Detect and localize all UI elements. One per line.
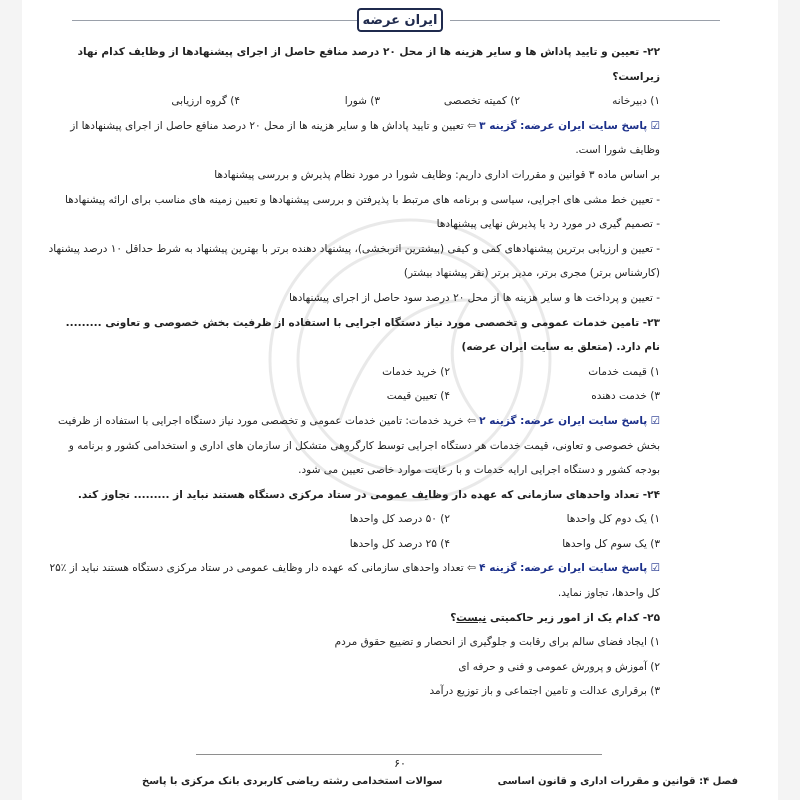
option: ۲) خرید خدمات bbox=[382, 365, 450, 378]
option: ۳) شورا bbox=[344, 95, 380, 108]
question-22: ۲۲- تعیین و تایید پاداش ها و سایر هزینه ها از محل ۲۰ درصد منافع حاصل از اجرای پیشنهادها از وظایف کدام نهاد زیراست؟ bbox=[77, 46, 660, 83]
brand-logo: ایران عرضه bbox=[357, 8, 443, 32]
answer-label: پاسخ سایت ایران عرضه: گزینه ۲ bbox=[479, 414, 648, 427]
check-box-icon: ☑ bbox=[650, 562, 660, 575]
option: ۴) گروه ارزیابی bbox=[171, 95, 240, 108]
answer-text: تعیین و تایید پاداش ها و سایر هزینه ها از محل ۲۰ درصد منافع حاصل از اجرای پیشنهادها از وظایف شورا است. bbox=[70, 119, 660, 157]
arrow-left-icon: ⇦ bbox=[466, 562, 476, 575]
explanation-line: - تعیین و ارزیابی برترین پیشنهادهای کمی و کیفی (بیشترین اثربخشی)، پیشنهاد دهنده برتر با بهترین پیشنهاد به شرط حداقل ۱۰ درصد پیشنهاد (کارشناس برتر) مجری برتر، مدیر برتر (نفر پیشنهاد بیشتر) bbox=[48, 242, 660, 280]
explanation-line: - تعیین خط مشی های اجرایی، سیاسی و برنامه های مرتبط با پذیرفتن و بررسی پیشنهادها و تعیین زمینه های مناسب برای ارائه پیشنهادها bbox=[65, 193, 660, 206]
option: ۴) تعیین قیمت bbox=[386, 390, 450, 403]
document-body bbox=[48, 40, 660, 704]
options-24-a bbox=[48, 507, 660, 532]
question-25 bbox=[48, 606, 660, 631]
page-number: ۶۰ bbox=[394, 757, 406, 770]
options-23-b bbox=[48, 384, 660, 409]
question-text: ۲۵- کدام یک از امور زیر حاکمیتی bbox=[489, 611, 660, 624]
explanation-line: - تصمیم گیری در مورد رد یا پذیرش نهایی پیشنهادها bbox=[436, 218, 660, 231]
question-23: ۲۳- تامین خدمات عمومی و تخصصی مورد نیاز دستگاه اجرایی با استفاده از ظرفیت بخش خصوصی و تعاونی ......... نام دارد. (متعلق به سایت ایران عرضه) bbox=[65, 316, 660, 354]
answer-22 bbox=[48, 114, 660, 163]
options-24-b bbox=[48, 532, 660, 557]
question-24: ۲۴- تعداد واحدهای سازمانی که عهده دار وظایف عمومی در ستاد مرکزی دستگاه هستند نباید از ......... تجاوز کند. bbox=[77, 488, 660, 501]
question-mark: ؟ bbox=[450, 611, 457, 624]
option: ۱) قیمت خدمات bbox=[588, 365, 660, 378]
option: ۱) ایجاد فضای سالم برای رقابت و جلوگیری از انحصار و تضییع حقوق مردم bbox=[334, 636, 660, 649]
answer-text: خرید خدمات: تامین خدمات عمومی و تخصصی مورد نیاز دستگاه اجرایی با استفاده از ظرفیت بخش خصوصی و تعاونی، قیمت خدمات هر دستگاه اجرایی توسط کارگروهی متشکل از سازمان های اداری و استخدامی کشور و برنامه و بودجه کشور و دستگاه اجرایی ارایه خدمات و با رعایت موارد خاصی تعیین می شود. bbox=[58, 414, 660, 477]
option: ۲) کمیته تخصصی bbox=[443, 95, 520, 108]
option: ۲) آموزش و پرورش عمومی و فنی و حرفه ای bbox=[458, 660, 660, 673]
option: ۴) ۲۵ درصد کل واحدها bbox=[349, 537, 450, 550]
explanation-line: بر اساس ماده ۳ قوانین و مقررات اداری داریم: وظایف شورا در مورد نظام پذیرش و بررسی پیشنهادها bbox=[214, 168, 660, 181]
footer-book-title: سوالات استخدامی رشته ریاضی کاربردی بانک مرکزی با پاسخ bbox=[142, 776, 443, 787]
footer-rule bbox=[196, 754, 602, 755]
options-22 bbox=[48, 89, 660, 114]
explanation-line: - تعیین و پرداخت ها و سایر هزینه ها از محل ۲۰ درصد سود حاصل از اجرای پیشنهادها bbox=[289, 291, 660, 304]
arrow-left-icon: ⇦ bbox=[466, 119, 476, 132]
question-emphasis: نیست bbox=[456, 611, 487, 624]
option: ۳) خدمت دهنده bbox=[591, 390, 660, 403]
option: ۳) برقراری عدالت و تامین اجتماعی و باز توزیع درآمد bbox=[429, 685, 660, 698]
option: ۱) دبیرخانه bbox=[612, 95, 660, 108]
answer-23 bbox=[48, 409, 660, 483]
answer-label: پاسخ سایت ایران عرضه: گزینه ۴ bbox=[479, 562, 648, 575]
option: ۳) یک سوم کل واحدها bbox=[562, 537, 660, 550]
header-rule-right bbox=[450, 20, 720, 21]
footer-chapter: فصل ۴: قوانین و مقررات اداری و قانون اساسی bbox=[497, 776, 738, 787]
option: ۲) ۵۰ درصد کل واحدها bbox=[349, 513, 450, 526]
check-box-icon: ☑ bbox=[650, 119, 660, 132]
options-23-a bbox=[48, 360, 660, 385]
answer-text: تعداد واحدهای سازمانی که عهده دار وظایف عمومی در ستاد مرکزی دستگاه هستند نباید از ٪۲۵ کل واحدها، تجاوز نماید. bbox=[49, 562, 660, 600]
answer-24 bbox=[48, 556, 660, 605]
check-box-icon: ☑ bbox=[650, 414, 660, 427]
option: ۱) یک دوم کل واحدها bbox=[566, 513, 660, 526]
header-rule-left bbox=[72, 20, 372, 21]
arrow-left-icon: ⇦ bbox=[466, 414, 476, 427]
answer-label: پاسخ سایت ایران عرضه: گزینه ۳ bbox=[479, 119, 648, 132]
